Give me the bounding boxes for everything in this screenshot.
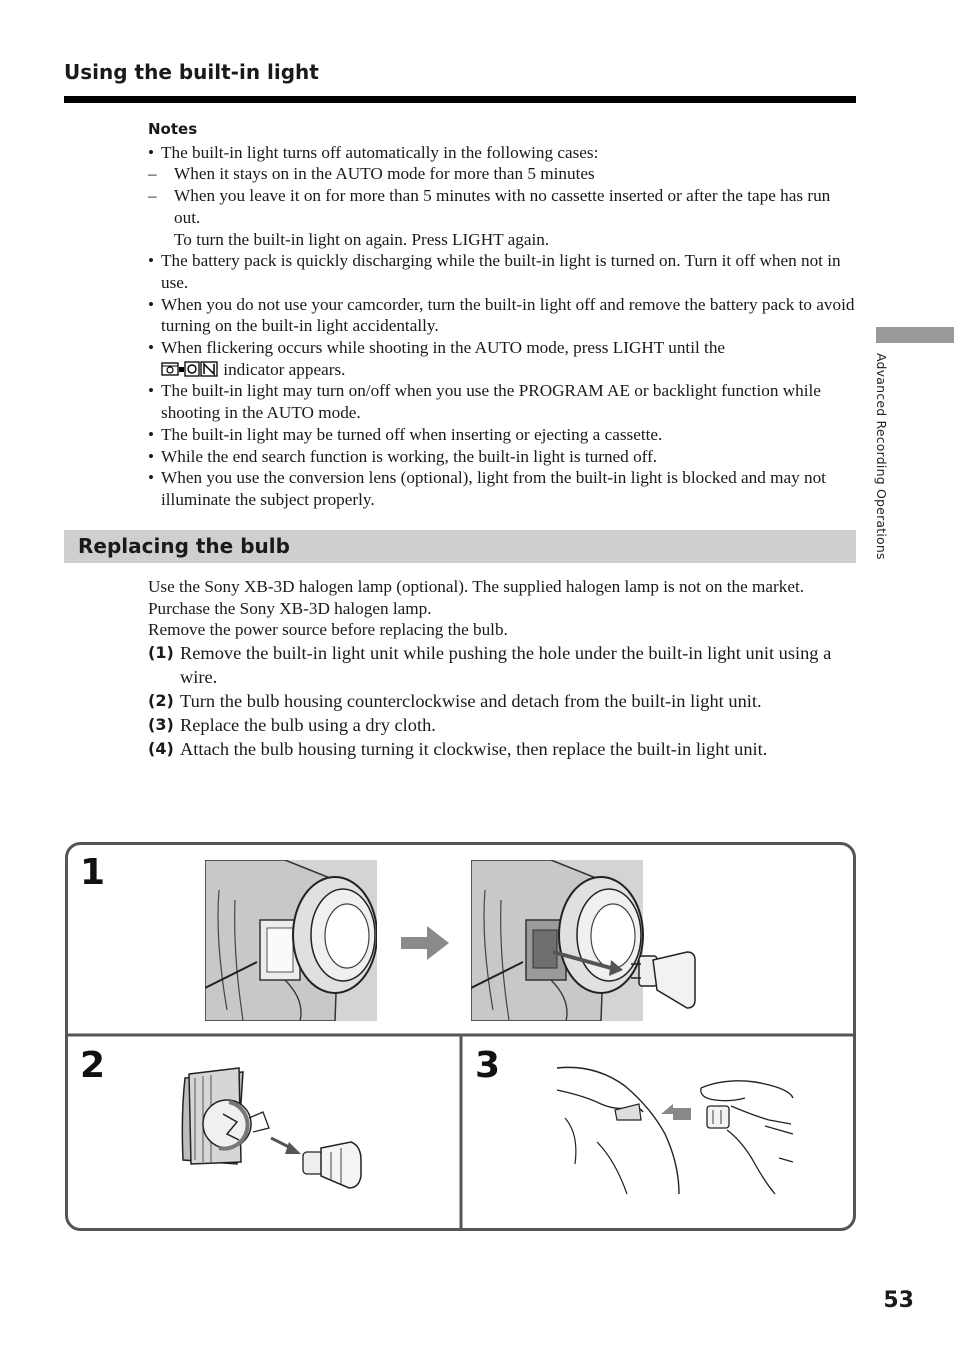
note-item: • The built-in light may turn on/off when you use the PROGRAM AE or backlight function while shooting in the AUTO mode. <box>148 380 860 423</box>
step-number: (1) <box>148 643 174 662</box>
note-item: • When you do not use your camcorder, turn the built-in light off and remove the battery pack to avoid turning on the built-in light accidentally. <box>148 294 860 337</box>
note-item-text: indicator appears. <box>223 359 346 379</box>
step-number: (3) <box>148 715 174 734</box>
bulb-housing-detach-illustration <box>179 1064 365 1196</box>
note-item: • The built-in light turns off automatically in the following cases: <box>148 142 860 164</box>
replacing-intro <box>148 576 860 641</box>
intro-paragraph: Remove the power source before replacing the bulb. <box>148 620 508 640</box>
intro-paragraph: Use the Sony XB-3D halogen lamp (optional). The supplied halogen lamp is not on the market. Purchase the Sony XB-3D halogen lamp. <box>148 577 805 618</box>
section-rule <box>64 96 856 103</box>
step-item <box>148 641 860 689</box>
step-number: (4) <box>148 739 174 758</box>
light-on-indicator-icon <box>161 361 219 377</box>
note-subitem: – When it stays on in the AUTO mode for more than 5 minutes <box>148 163 860 185</box>
page-number: 53 <box>883 1288 914 1313</box>
procedure-figure <box>65 842 856 1231</box>
step-item <box>148 689 860 713</box>
step-text: Remove the built-in light unit while pushing the hole under the built-in light unit using a wire. <box>180 643 832 687</box>
step-text: Attach the bulb housing turning it clockwise, then replace the built-in light unit. <box>180 739 768 759</box>
panel-number-3: 3 <box>475 1045 501 1086</box>
note-item: • While the end search function is working, the built-in light is turned off. <box>148 446 860 468</box>
note-subitem: – When you leave it on for more than 5 minutes with no cassette inserted or after the tape has run out. <box>148 185 860 228</box>
bulb-replace-hands-illustration <box>555 1064 795 1196</box>
camcorder-light-attached-illustration <box>205 860 377 1021</box>
note-item-text: When flickering occurs while shooting in the AUTO mode, press LIGHT until the <box>161 338 726 358</box>
note-item: • The battery pack is quickly discharging while the built-in light is turned on. Turn it off when not in use. <box>148 250 860 293</box>
side-tab-marker <box>876 327 954 343</box>
panel-number-2: 2 <box>80 1045 106 1086</box>
note-item: • The built-in light may be turned off when inserting or ejecting a cassette. <box>148 424 860 446</box>
step-text: Turn the bulb housing counterclockwise and detach from the built-in light unit. <box>180 691 762 711</box>
step-item <box>148 713 860 737</box>
step-item <box>148 737 860 761</box>
note-item <box>148 337 860 380</box>
panel-number-1: 1 <box>80 852 106 893</box>
section-heading: Using the built-in light <box>64 60 319 84</box>
replacing-heading: Replacing the bulb <box>64 530 856 563</box>
notes-block <box>148 119 860 511</box>
notes-title: Notes <box>148 120 198 138</box>
camcorder-light-removed-illustration <box>471 860 697 1021</box>
steps-list <box>148 641 860 761</box>
note-item: • When you use the conversion lens (optional), light from the built-in light is blocked and may not illuminate the subject properly. <box>148 467 860 510</box>
step-text: Replace the bulb using a dry cloth. <box>180 715 436 735</box>
note-subitem-text: To turn the built-in light on again. Press LIGHT again. <box>174 229 550 249</box>
side-chapter-label: Advanced Recording Operations <box>874 353 889 560</box>
step-number: (2) <box>148 691 174 710</box>
right-arrow-icon <box>401 926 449 960</box>
